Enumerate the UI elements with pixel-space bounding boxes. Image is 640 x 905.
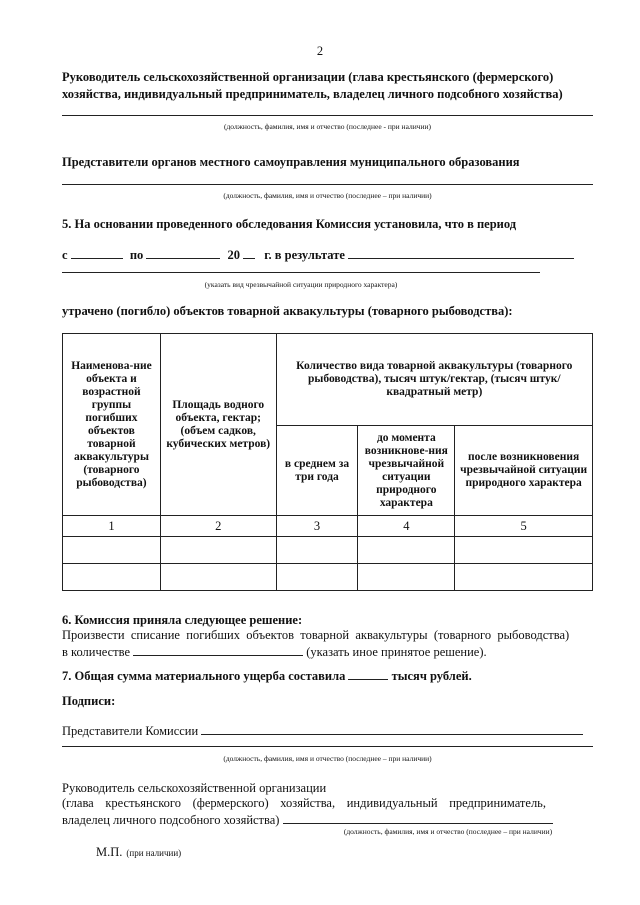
to-label: по <box>129 248 144 262</box>
table-row <box>63 564 593 591</box>
org-head-line3 <box>62 811 553 828</box>
seal-note: (при наличии) <box>126 848 182 858</box>
section5-heading: 5. На основании проведенного обследования Комиссия установила, что в период <box>62 217 517 231</box>
farm-head-signature-line[interactable] <box>62 115 593 116</box>
col-number-4: 4 <box>358 516 455 537</box>
damage-unit: тысяч рублей. <box>391 669 472 683</box>
col-number-5: 5 <box>455 516 593 537</box>
org-head-line1: Руководитель сельскохозяйственной организации <box>62 781 327 795</box>
table-cell[interactable] <box>160 537 276 564</box>
col4-header: до момента возникнове-ния чрезвычайной ситуации природного характера <box>358 426 455 516</box>
section6-heading: 6. Комиссия приняла следующее решение: <box>62 613 303 627</box>
col-number-1: 1 <box>63 516 161 537</box>
emergency-type-caption: (указать вид чрезвычайной ситуации природного характера) <box>204 280 398 289</box>
page-number: 2 <box>316 44 324 58</box>
table-cell[interactable] <box>160 564 276 591</box>
col-number-2: 2 <box>160 516 276 537</box>
table-row <box>63 537 593 564</box>
local-gov-caption: (должность, фамилия, имя и отчество (последнее – при наличии) <box>223 191 432 200</box>
lost-objects-text: утрачено (погибло) объектов товарной аквакультуры (товарного рыбоводства): <box>62 304 513 318</box>
table-cell[interactable] <box>358 537 455 564</box>
year-prefix: 20 <box>227 248 241 262</box>
seal-label: М.П. <box>96 845 123 859</box>
local-gov-title: Представители органов местного самоуправления муниципального образования <box>62 155 520 169</box>
farm-head-title-line1: Руководитель сельскохозяйственной организации (глава крестьянского (фермерского) <box>62 70 554 84</box>
from-label: с <box>62 248 68 262</box>
local-gov-signature-line[interactable] <box>62 184 593 185</box>
commission-line <box>62 722 583 739</box>
table-cell[interactable] <box>455 537 593 564</box>
signatures-heading: Подписи: <box>62 694 116 708</box>
quantity-field[interactable] <box>133 643 303 656</box>
farm-head-caption: (должность, фамилия, имя и отчество (последнее - при наличии) <box>223 122 432 131</box>
quantity-label: в количестве <box>62 645 131 659</box>
farm-head-title-line2: хозяйства, индивидуальный предприниматель, владелец личного подсобного хозяйства) <box>62 87 563 101</box>
org-head-line3-text: владелец личного подсобного хозяйства) <box>62 813 280 827</box>
result-field[interactable] <box>348 246 574 259</box>
org-head-line2: (глава крестьянского (фермерского) хозяйства, индивидуальный предприниматель, <box>62 796 547 810</box>
other-decision-note: (указать иное принятое решение). <box>306 645 487 659</box>
section7-line <box>62 667 472 684</box>
table-cell[interactable] <box>276 564 358 591</box>
org-head-signature-field[interactable] <box>283 811 553 824</box>
commission-signature-field[interactable] <box>201 722 583 735</box>
date-from-field[interactable] <box>71 246 123 259</box>
col1-header: Наименова-ние объекта и возрастной группы погибших объектов товарной аквакультуры (товарного рыбоводства) <box>63 334 161 516</box>
damage-amount-field[interactable] <box>348 667 388 680</box>
col3-header: в среднем за три года <box>276 426 358 516</box>
col5-header: после возникновения чрезвычайной ситуации природного характера <box>455 426 593 516</box>
commission-second-line[interactable] <box>62 746 593 747</box>
org-head-caption: (должность, фамилия, имя и отчество (последнее – при наличии) <box>343 827 553 836</box>
table-cell[interactable] <box>455 564 593 591</box>
quantity-group-header: Количество вида товарной аквакультуры (товарного рыбоводства), тысяч штук/гектар, (тысяч штук/квадратный метр) <box>276 334 592 426</box>
result-label: г. в результате <box>264 248 345 262</box>
section5-period-line <box>62 246 574 263</box>
column-number-row <box>63 516 593 537</box>
section6-line1: Произвести списание погибших объектов товарной аквакультуры (товарного рыбоводства) <box>62 628 570 642</box>
table-cell[interactable] <box>63 564 161 591</box>
col-number-3: 3 <box>276 516 358 537</box>
table-cell[interactable] <box>358 564 455 591</box>
commission-label: Представители Комиссии <box>62 724 199 738</box>
losses-table <box>62 333 593 591</box>
emergency-type-line[interactable] <box>62 272 540 273</box>
table-cell[interactable] <box>276 537 358 564</box>
damage-label: 7. Общая сумма материального ущерба составила <box>62 669 346 683</box>
seal-line <box>96 843 181 861</box>
table-cell[interactable] <box>63 537 161 564</box>
section6-line2 <box>62 643 487 660</box>
commission-caption: (должность, фамилия, имя и отчество (последнее – при наличии) <box>223 754 432 763</box>
year-field[interactable] <box>243 246 255 259</box>
date-to-field[interactable] <box>146 246 220 259</box>
col2-header: Площадь водного объекта, гектар; (объем садков, кубических метров) <box>160 334 276 516</box>
